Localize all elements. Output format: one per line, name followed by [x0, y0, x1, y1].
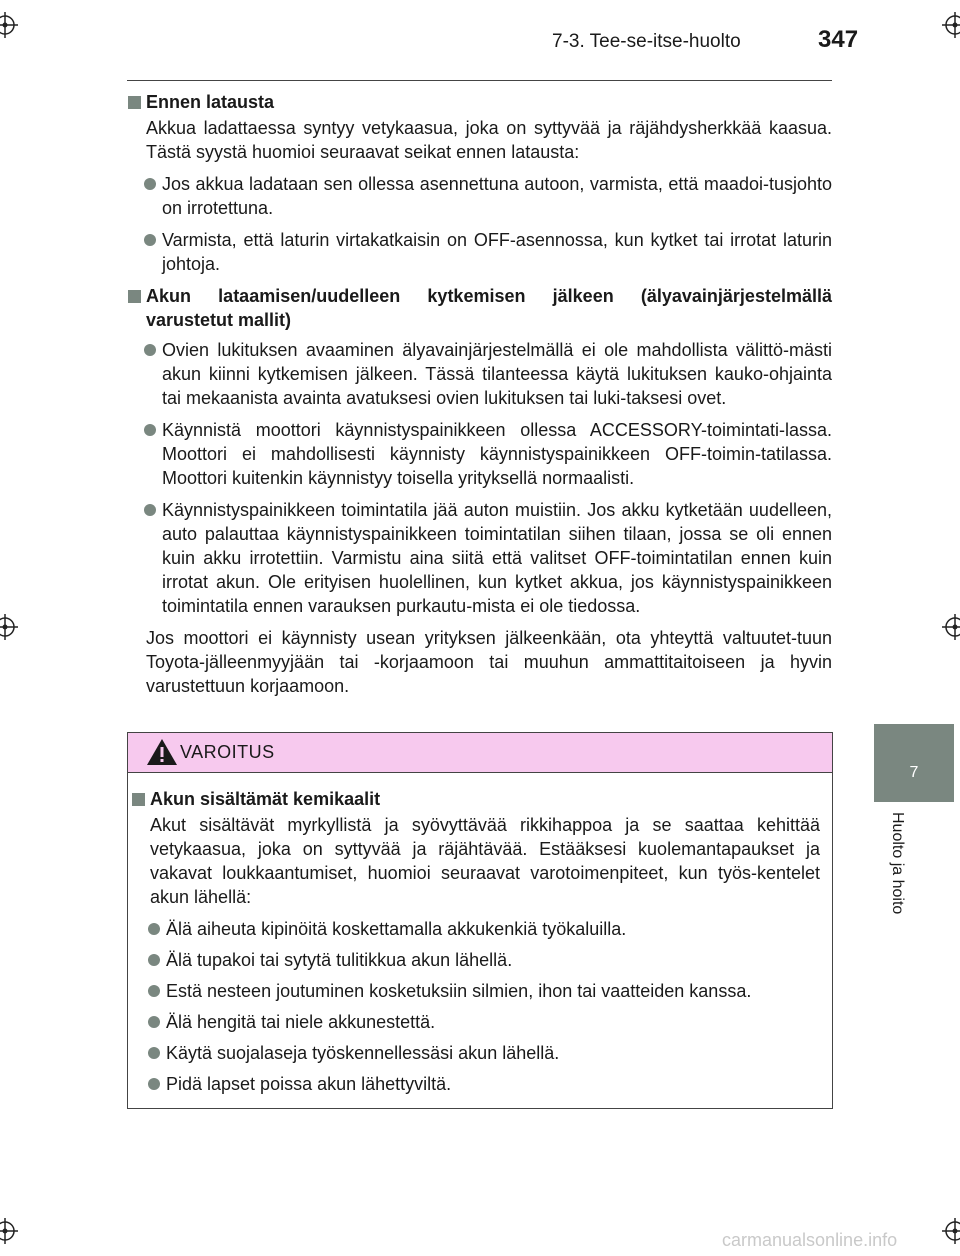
warning-triangle-icon	[146, 737, 178, 767]
square-bullet-icon	[128, 96, 141, 109]
warning-list-item	[131, 1041, 820, 1065]
list-item-text: Älä aiheuta kipinöitä koskettamalla akkukenkiä työkaluilla.	[166, 919, 627, 939]
section-heading-text: Akun lataamisen/uudelleen kytkemisen jälkeen (älyavainjärjestelmällä varustetut mallit)	[146, 286, 832, 330]
page-number: 347	[818, 26, 859, 53]
paragraph: Akkua ladattaessa syntyy vetykaasua, joka on syttyvää ja räjähdysherkkää kaasua. Tästä syystä huomioi seuraavat seikat ennen latausta:	[146, 118, 832, 162]
warning-heading-text: Akun sisältämät kemikaalit	[150, 789, 381, 809]
circle-bullet-icon	[144, 178, 156, 190]
section-heading	[127, 284, 832, 332]
list-item-text: Estä nesteen joutuminen kosketuksiin silmien, ihon tai vaatteiden kanssa.	[166, 981, 752, 1001]
warning-list-item	[131, 948, 820, 972]
list-item	[127, 338, 832, 410]
main-content	[127, 90, 832, 706]
warning-title: VAROITUS	[180, 742, 275, 762]
warning-paragraph: Akut sisältävät myrkyllistä ja syövyttävää rikkihappoa ja se saattaa kehittää vetykaasua, joka on syttyvää ja räjähtävää. Estääksesi kuolemantapaukset ja vakavat loukkaantumiset, huomioi seuraavat varotoimenpiteet, kun työs-kentelet akun lähellä:	[150, 815, 820, 907]
warning-list-item	[131, 1072, 820, 1096]
circle-bullet-icon	[148, 1078, 160, 1090]
chapter-label-wrapper	[880, 812, 910, 942]
header-divider	[127, 80, 832, 81]
list-item	[127, 228, 832, 276]
warning-list-item	[131, 979, 820, 1003]
circle-bullet-icon	[144, 504, 156, 516]
circle-bullet-icon	[144, 424, 156, 436]
registration-mark-icon	[942, 614, 960, 640]
registration-mark-icon	[0, 1218, 18, 1244]
list-item	[127, 418, 832, 490]
circle-bullet-icon	[148, 1047, 160, 1059]
circle-bullet-icon	[148, 954, 160, 966]
warning-box	[127, 732, 833, 1109]
section-heading	[127, 90, 832, 114]
warning-body	[128, 773, 832, 1096]
list-item-text: Jos akkua ladataan sen ollessa asennettuna autoon, varmista, että maadoi-tusjohto on irrotettuna.	[162, 174, 832, 218]
warning-heading	[131, 787, 820, 811]
list-item-text: Varmista, että laturin virtakatkaisin on OFF-asennossa, kun kytket tai irrotat laturin johtoja.	[162, 230, 832, 274]
section-heading-text: Ennen latausta	[146, 92, 275, 112]
list-item-text: Älä tupakoi tai sytytä tulitikkua akun lähellä.	[166, 950, 513, 970]
circle-bullet-icon	[144, 344, 156, 356]
list-item-text: Käynnistä moottori käynnistyspainikkeen ollessa ACCESSORY-toimintati-lassa. Moottori ei mahdollisesti käynnisty käynnistyspainikkeen OFF-toimin-tatilassa. Moottori kuitenkin käynnistyy toisella yrityksellä normaalisti.	[162, 420, 832, 488]
list-item	[127, 172, 832, 220]
section-title: 7-3. Tee-se-itse-huolto	[552, 31, 741, 52]
circle-bullet-icon	[144, 234, 156, 246]
list-item-text: Käytä suojalaseja työskennellessäsi akun lähellä.	[166, 1043, 560, 1063]
registration-mark-icon	[942, 1218, 960, 1244]
registration-mark-icon	[0, 614, 18, 640]
square-bullet-icon	[128, 290, 141, 303]
list-item-text: Älä hengitä tai niele akkunestettä.	[166, 1012, 436, 1032]
list-item	[127, 498, 832, 618]
square-bullet-icon	[132, 793, 145, 806]
chapter-tab	[874, 724, 954, 802]
paragraph: Jos moottori ei käynnisty usean yrityksen jälkeenkään, ota yhteyttä valtuutet-tuun Toyota-jälleenmyyjään tai -korjaamoon tai muuhun ammattitaitoiseen ja hyvin varustettuun korjaamoon.	[146, 628, 832, 696]
warning-header	[128, 733, 832, 773]
chapter-label: Huolto ja hoito	[889, 812, 906, 915]
page-header	[0, 24, 960, 64]
circle-bullet-icon	[148, 1016, 160, 1028]
warning-list-item	[131, 1010, 820, 1034]
chapter-number: 7	[909, 764, 919, 781]
list-item-text: Ovien lukituksen avaaminen älyavainjärjestelmällä ei ole mahdollista välittö-mästi akun kiinni kytkemisen jälkeen. Tässä tilanteessa käytä lukituksen kauko-ohjainta tai mekaanista avainta avatuksesi ovien lukituksen tai luki-taksesi ovet.	[162, 340, 832, 408]
watermark: carmanualsonline.info	[722, 1230, 898, 1250]
list-item-text: Käynnistyspainikkeen toimintatila jää auton muistiin. Jos akku kytketään uudelleen, auto palauttaa käynnistyspainikkeen toimintatilan siihen tilaan, jossa se oli ennen kuin akku irrotettiin. Varmistu aina siitä että valitset OFF-toimintatilan ennen kuin irrotat akun. Ole erityisen huolellinen, kun kytket akkua, jos käynnistyspainikkeen toimintatila ennen varauksen purkautu-mista ei ole tiedossa.	[162, 500, 832, 616]
list-item-text: Pidä lapset poissa akun lähettyviltä.	[166, 1074, 452, 1094]
circle-bullet-icon	[148, 923, 160, 935]
circle-bullet-icon	[148, 985, 160, 997]
warning-list-item	[131, 917, 820, 941]
